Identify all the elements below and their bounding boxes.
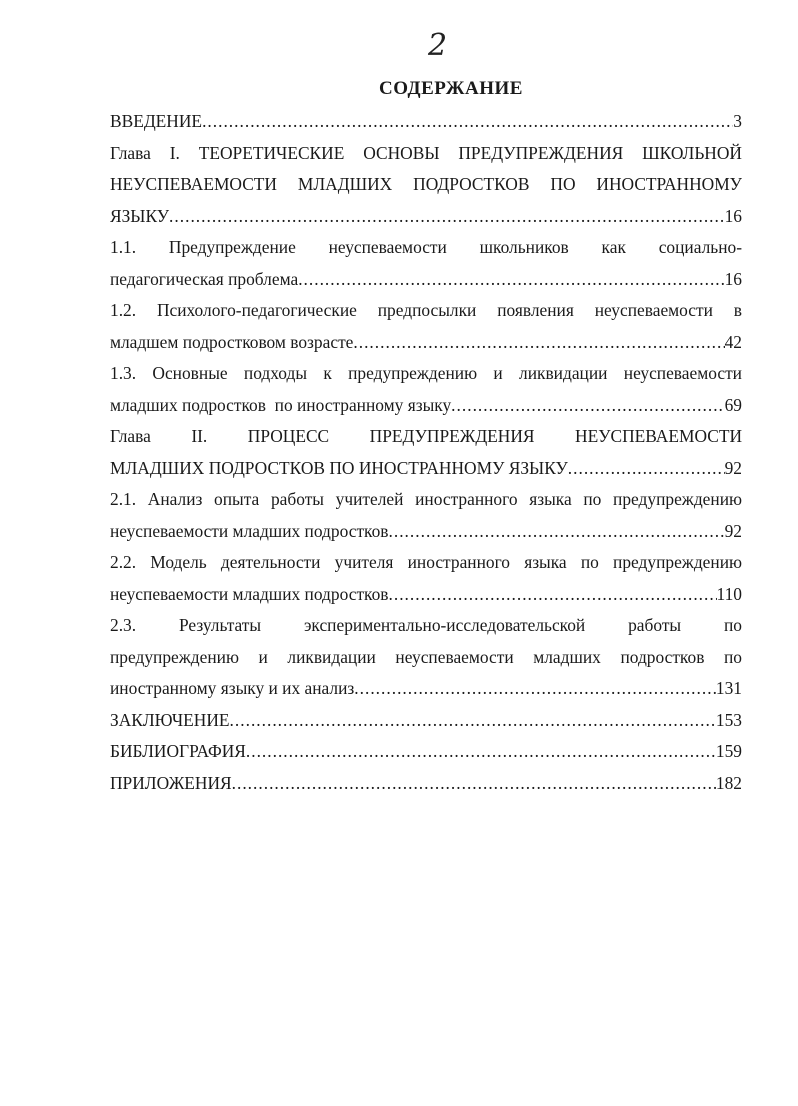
toc-entry-title: младшем подростковом возрасте [110, 331, 354, 352]
table-of-contents [110, 106, 742, 799]
toc-entry-title: иностранному языку и их анализ [110, 678, 355, 698]
toc-entry-2-1-line[interactable]: 2.1. Анализ опыта работы учителей иностранного языка по предупреждению [110, 489, 742, 509]
toc-entry-title: МЛАДШИХ ПОДРОСТКОВ ПО ИНОСТРАННОМУ ЯЗЫКУ [110, 457, 568, 478]
toc-entry-ch1[interactable] [110, 201, 742, 233]
toc-page-number: 92 [724, 457, 742, 478]
toc-entry-2-3-line[interactable]: 2.3. Результаты экспериментально-исследовательской работы по [110, 615, 742, 635]
toc-page-number: 42 [724, 331, 742, 352]
toc-entry-title: ПРИЛОЖЕНИЯ [110, 772, 232, 793]
toc-entry-1-2-line[interactable]: 1.2. Психолого-педагогические предпосылки появления неуспеваемости в [110, 300, 742, 320]
toc-entry-appendices[interactable] [110, 768, 742, 800]
toc-entry-ch2[interactable] [110, 453, 742, 485]
toc-entry-2-1[interactable] [110, 516, 742, 548]
page-number: 2 [428, 28, 448, 63]
dot-leader [298, 264, 724, 296]
toc-entry-title: неуспеваемости младших подростков [110, 583, 389, 604]
toc-entry-title: педагогическая проблема [110, 268, 299, 289]
toc-page-number: 153 [715, 709, 742, 730]
dot-leader [169, 201, 725, 233]
dot-leader [246, 736, 716, 768]
dot-leader [568, 453, 725, 485]
toc-entry-2-2[interactable] [110, 579, 742, 611]
dot-leader [230, 705, 716, 737]
toc-entry-1-3[interactable] [110, 390, 742, 422]
toc-entry-title: неуспеваемости младших подростков [110, 520, 389, 541]
toc-page-number: 69 [724, 394, 742, 415]
toc-entry-title: ЯЗЫКУ [110, 205, 170, 226]
toc-page-number: 3 [733, 111, 742, 131]
page-title: СОДЕРЖАНИЕ [379, 78, 523, 99]
toc-page-number: 110 [716, 583, 742, 604]
dot-leader [389, 516, 725, 548]
toc-entry-ch1-line[interactable]: Глава I. ТЕОРЕТИЧЕСКИЕ ОСНОВЫ ПРЕДУПРЕЖДЕНИЯ ШКОЛЬНОЙ [110, 142, 742, 163]
toc-entry-2-3[interactable] [110, 673, 742, 705]
toc-entry-conclusion[interactable] [110, 705, 742, 737]
dot-leader [354, 673, 716, 705]
toc-entry-1-3-line[interactable]: 1.3. Основные подходы к предупреждению и ликвидации неуспеваемости [110, 363, 742, 383]
toc-entry-bibliography[interactable] [110, 736, 742, 768]
dot-leader [232, 768, 716, 800]
toc-entry-title: БИБЛИОГРАФИЯ [110, 741, 246, 761]
dot-leader [353, 327, 724, 359]
toc-page-number: 16 [724, 205, 742, 226]
toc-entry-ch1-line[interactable]: НЕУСПЕВАЕМОСТИ МЛАДШИХ ПОДРОСТКОВ ПО ИНОСТРАННОМУ [110, 174, 742, 194]
toc-page-number: 92 [724, 520, 742, 541]
toc-entry-title: ЗАКЛЮЧЕНИЕ [110, 709, 230, 730]
toc-entry-1-2[interactable] [110, 327, 742, 359]
toc-entry-2-2-line[interactable]: 2.2. Модель деятельности учителя иностранного языка по предупреждению [110, 552, 742, 572]
dot-leader [389, 579, 717, 611]
toc-entry-1-1-line[interactable]: 1.1. Предупреждение неуспеваемости школьников как социально- [110, 237, 742, 257]
toc-page-number: 182 [715, 772, 742, 793]
toc-entry-title: ВВЕДЕНИЕ [110, 111, 203, 131]
toc-entry-title: младших подростков по иностранному языку [110, 394, 452, 415]
toc-page-number: 16 [724, 268, 742, 289]
toc-entry-intro[interactable] [110, 106, 742, 138]
toc-page-number: 159 [715, 741, 742, 761]
toc-entry-ch2-line[interactable]: Глава II. ПРОЦЕСС ПРЕДУПРЕЖДЕНИЯ НЕУСПЕВАЕМОСТИ [110, 426, 742, 446]
dot-leader [202, 106, 733, 138]
toc-entry-2-3-line[interactable]: предупреждению и ликвидации неуспеваемости младших подростков по [110, 646, 742, 667]
toc-page-number: 131 [715, 678, 742, 698]
dot-leader [451, 390, 724, 422]
toc-entry-1-1[interactable] [110, 264, 742, 296]
